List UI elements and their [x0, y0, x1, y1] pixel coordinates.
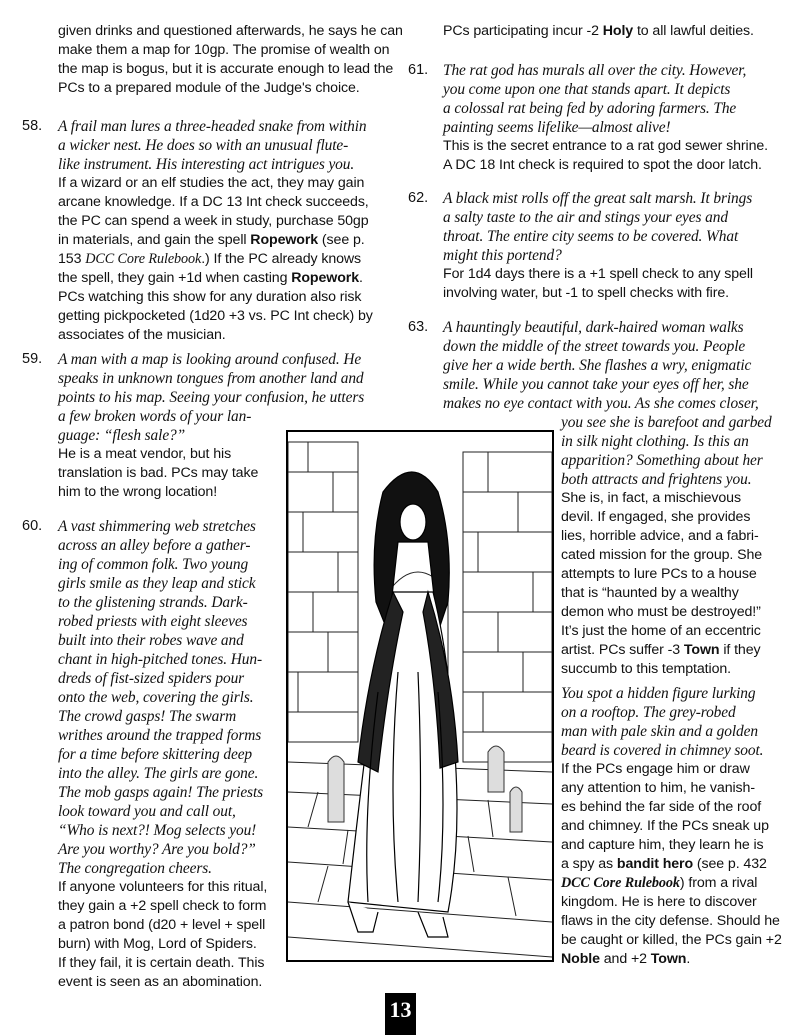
text-line: It’s just the home of an eccentric [561, 623, 761, 639]
text-line: If they fail, it is certain death. This [58, 955, 265, 971]
faction-name: Town [683, 642, 720, 658]
entry-58: A frail man lures a three-headed snake from within a wicker nest. He does so with an unusual flute- like instrument. His interesting act intrigues you. If a wizard or an elf studies the act, they may gain arcane knowledge. If a DC 13 Int check succeeds, the PC can spend a week in study, purchase 50gp in materials, and gain the spell Ropework (see p. 153 DCC Core Rulebook.) If the PC already knows the spell, they gain +1d when casting Ropework. PCs watching this show for any duration also risk getting pickpocketed (1d20 +3 vs. PC Int check) by associates of the musician. [58, 118, 373, 343]
intro-paragraph: given drinks and questioned afterwards, he says he can make them a map for 10gp. The promise of wealth on the map is bogus, but it is accurate enough to lead the PCs to a prepared module of the Judge's choice. [58, 23, 403, 96]
text-line: look toward you and call out, [58, 803, 236, 820]
alignment-name: Holy [602, 23, 634, 39]
text-line: “Who is next?! Mog selects you! [58, 822, 257, 839]
text-line: You spot a hidden figure lurking [561, 685, 756, 702]
text-line: on a rooftop. The grey-robed [561, 704, 736, 721]
spell-name: Ropework [291, 270, 360, 286]
entry-59: A man with a map is looking around confused. He speaks in unknown tongues from another land and points to his map. Seeing your confusion, he utters a few broken words of your lan- guage: “flesh sale?” He is a meat vendor, but his translation is bad. PCs may take him to the wrong location! [58, 351, 365, 500]
text-line: If the PCs engage him or draw [561, 761, 750, 777]
entry-58-number: 58. [22, 118, 43, 134]
entry-59-number: 59. [22, 351, 43, 367]
entry-63-number: 63. [408, 319, 429, 335]
text-line: The mob gasps again! The priests [58, 784, 264, 801]
text-line: and chimney. If the PCs sneak up [561, 818, 769, 834]
text-line: Are you worthy? Are you bold?” [58, 841, 256, 858]
text-line: girls smile as they leap and stick [58, 575, 256, 592]
text-line: flaws in the city defense. Should he [561, 913, 780, 929]
book-title: DCC Core Rulebook [561, 875, 680, 891]
entry-64: You spot a hidden figure lurking on a rooftop. The grey-robed man with pale skin and a golden beard is covered in chimney soot. If the PCs engage him or draw any attention to him, he vanish- es behind the far side of the roof and chimney. If the PCs sneak up and capture him, they learn he is a spy as bandit hero (see p. 432 DCC Core Rulebook) from a rival kingdom. He is here to discover flaws in the city defense. Should he be caught or killed, the PCs gain +2 Noble and +2 Town. [561, 685, 782, 967]
illustration-drawing [288, 432, 552, 960]
text-line: event is seen as an abomination. [58, 974, 263, 990]
text-line: built into their robes wave and [58, 632, 244, 649]
text-line: any attention to him, he vanish- [561, 780, 755, 796]
text-line: man with pale skin and a golden [561, 723, 758, 740]
text-line: be caught or killed, the PCs gain +2 [561, 932, 782, 948]
text-line: kingdom. He is here to discover [561, 894, 757, 910]
book-title: DCC Core Rulebook [85, 251, 202, 267]
spell-name: Ropework [250, 232, 319, 248]
entry-60 [58, 517, 267, 992]
page-number: 13 [389, 997, 412, 1022]
page-number-tab [385, 993, 416, 1035]
text-line: beard is covered in chimney soot. [561, 742, 764, 759]
entry-63-body: you see she is barefoot and garbed in silk night clothing. Is this an apparition? Something about her both attracts and frightens you. She is, in fact, a mischievous devil. If engaged, she provides lies, horrible advice, and a fabri- cated mission for the group. She attempts to lure PCs to a house that is “haunted by a wealthy demon who must be destroyed!” It’s just the home of an eccentric artist. PCs suffer -3 Town if they succumb to this temptation. [561, 414, 772, 677]
text-line: robed priests with eight sleeves [58, 613, 248, 630]
text-line: devil. If engaged, she provides [561, 509, 751, 525]
text-line: and capture him, they learn he is [561, 837, 764, 853]
entry-61-number: 61. [408, 62, 429, 78]
text-line: ing of common folk. Two young [58, 556, 249, 573]
stat-block-name: bandit hero [616, 856, 694, 872]
woman-walking-street-illustration [286, 430, 554, 962]
text-line: A vast shimmering web stretches [58, 518, 256, 535]
text-line: dreds of fist-sized spiders pour [58, 670, 245, 687]
faction-name: Town [650, 951, 687, 967]
entry-60-continued: PCs participating incur -2 Holy to all lawful deities. [443, 23, 754, 39]
text-line: chant in high-pitched tones. Hun- [58, 651, 263, 668]
entry-63-top: A hauntingly beautiful, dark-haired woman walks down the middle of the street towards you. People give her a wide berth. She flashes a wry, enigmatic smile. While you cannot take your eyes off her, she makes no eye contact with you. As she comes closer, [443, 319, 759, 412]
text-line: for a time before skittering deep [58, 746, 253, 763]
text-line: across an alley before a gather- [58, 537, 251, 554]
text-line: The crowd gasps! The swarm [58, 708, 237, 725]
entry-60-number: 60. [22, 518, 43, 534]
entry-62-number: 62. [408, 190, 429, 206]
text-line: into the alley. The girls are gone. [58, 765, 259, 782]
text-line: they gain a +2 spell check to form [58, 898, 267, 914]
faction-name: Noble [561, 951, 600, 967]
text-line: onto the web, covering the girls. [58, 689, 254, 706]
entry-62: A black mist rolls off the great salt marsh. It brings a salty taste to the air and stings your eyes and throat. The entire city seems to be covered. What might this portend? For 1d4 days there is a +1 spell check to any spell involving water, but -1 to spell checks with fire. [443, 190, 753, 301]
text-line: burn) with Mog, Lord of Spiders. [58, 936, 257, 952]
text-line: that is “haunted by a wealthy [561, 585, 739, 601]
text-line: es behind the far side of the roof [561, 799, 762, 815]
text-line: cated mission for the group. She [561, 547, 763, 563]
text-line: She is, in fact, a mischievous [561, 490, 741, 506]
text-line: The congregation cheers. [58, 860, 212, 877]
entry-61: The rat god has murals all over the city. However, you come upon one that stands apart. It depicts a colossal rat being fed by adoring farmers. The painting seems lifelike—almost alive! This is the secret entrance to a rat god sewer shrine. A DC 18 Int check is required to spot the door latch. [443, 62, 769, 173]
text-line: attempts to lure PCs to a house [561, 566, 757, 582]
text-line: writhes around the trapped forms [58, 727, 262, 744]
text-line: lies, horrible advice, and a fabri- [561, 528, 759, 544]
text-line: demon who must be destroyed!” [561, 604, 761, 620]
text-line: to the glistening strands. Dark- [58, 594, 248, 611]
text-line: a patron bond (d20 + level + spell [58, 917, 266, 933]
text-line: If anyone volunteers for this ritual, [58, 879, 268, 895]
